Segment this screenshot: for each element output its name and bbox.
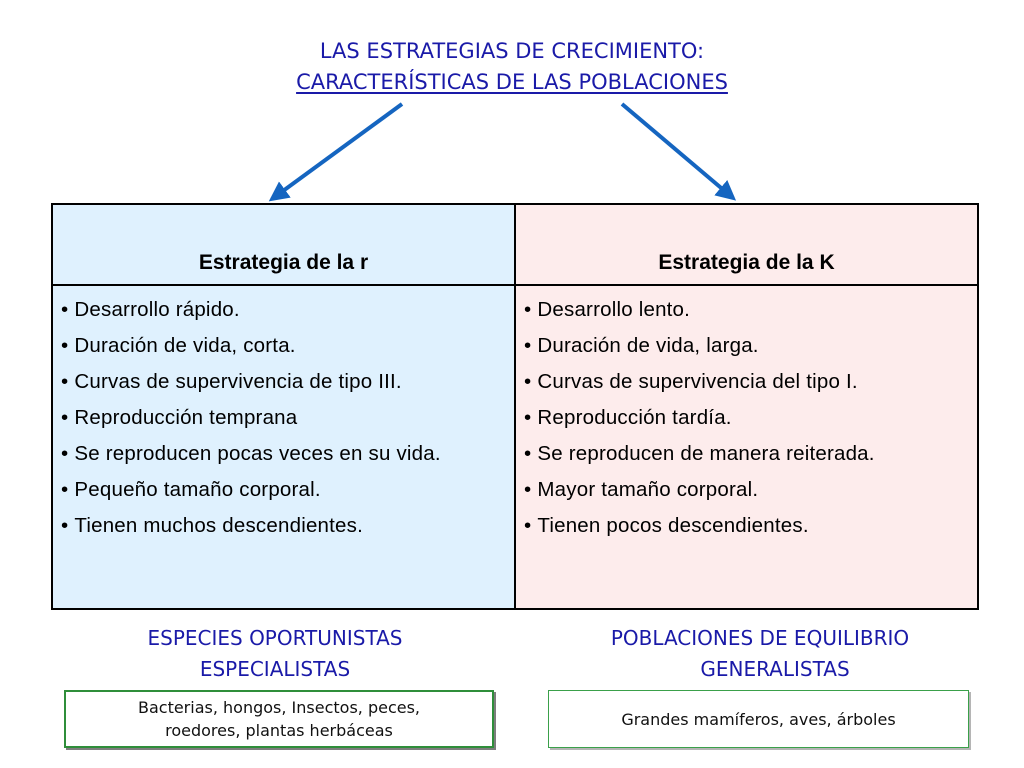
r-strategy-list <box>61 292 514 544</box>
list-item: • Reproducción temprana <box>61 406 298 429</box>
list-item: • Desarrollo lento. <box>524 298 691 321</box>
k-strategy-list-cell <box>516 286 977 608</box>
list-item: • Reproducción tardía. <box>524 406 732 429</box>
k-strategy-header: Estrategia de la K <box>516 205 977 286</box>
list-item: • Curvas de supervivencia de tipo III. <box>61 370 402 393</box>
list-item: • Tienen muchos descendientes. <box>61 514 363 537</box>
title-line-1: LAS ESTRATEGIAS DE CRECIMIENTO: <box>319 39 705 63</box>
arrow-down-left-icon <box>272 104 402 199</box>
examples-text: Grandes mamíferos, aves, árboles <box>621 709 896 729</box>
examples-line-2: roedores, plantas herbáceas <box>165 721 393 740</box>
arrow-down-right-icon <box>622 104 733 198</box>
examples-line-1: Bacterias, hongos, Insectos, peces, <box>137 698 421 717</box>
title-line-2: CARACTERÍSTICAS DE LAS POBLACIONES <box>296 70 728 94</box>
r-strategy-list-cell <box>53 286 516 608</box>
r-strategy-header: Estrategia de la r <box>53 205 516 286</box>
category-line-1: POBLACIONES DE EQUILIBRIO <box>610 626 910 650</box>
list-item: • Desarrollo rápido. <box>61 298 240 321</box>
list-item: • Mayor tamaño corporal. <box>524 478 759 501</box>
list-item: • Duración de vida, larga. <box>524 334 759 357</box>
category-line-2: GENERALISTAS <box>700 657 850 681</box>
page-title <box>0 36 1024 98</box>
k-strategy-list <box>524 292 977 544</box>
opportunistic-species-label <box>60 623 490 685</box>
list-item: • Se reproducen pocas veces en su vida. <box>61 442 441 465</box>
category-line-2: ESPECIALISTAS <box>199 657 351 681</box>
list-item: • Se reproducen de manera reiterada. <box>524 442 875 465</box>
strategy-table <box>51 203 979 610</box>
list-item: • Tienen pocos descendientes. <box>524 514 809 537</box>
list-item: • Duración de vida, corta. <box>61 334 296 357</box>
list-item: • Curvas de supervivencia del tipo I. <box>524 370 858 393</box>
equilibrium-populations-label <box>540 623 980 685</box>
k-examples-box <box>548 690 969 748</box>
list-item: • Pequeño tamaño corporal. <box>61 478 321 501</box>
r-examples-box <box>64 690 494 748</box>
category-line-1: ESPECIES OPORTUNISTAS <box>147 626 403 650</box>
